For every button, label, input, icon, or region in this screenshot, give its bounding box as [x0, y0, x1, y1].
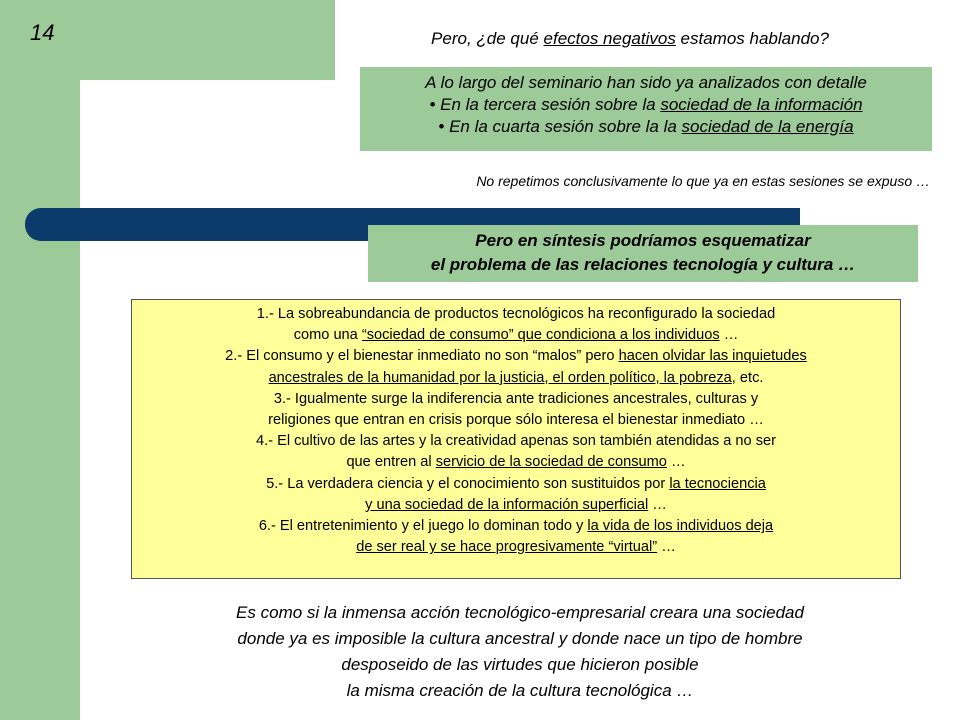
question-post: estamos hablando?: [675, 29, 829, 48]
point-5-line-2-underlined: y una sociedad de la información superficial: [365, 496, 649, 513]
closing-line-1: Es como si la inmensa acción tecnológico-empresarial creara una sociedad: [236, 603, 804, 622]
synthesis-line-1: Pero en síntesis podríamos esquematizar: [475, 231, 811, 250]
point-1-line-2-underlined: “sociedad de consumo” que condiciona a los individuos: [361, 327, 720, 344]
note-text: No repetimos conclusivamente lo que ya en estas sesiones se expuso …: [476, 173, 930, 189]
synthesis-box: [368, 225, 918, 282]
closing-line-2: donde ya es imposible la cultura ancestral y donde nace un tipo de hombre: [237, 629, 803, 648]
point-1-line-2-tail: …: [719, 327, 739, 344]
decor-green-left: [0, 0, 80, 720]
point-2-line-2-tail: , etc.: [731, 369, 764, 386]
sessions-line-1: A lo largo del seminario han sido ya analizados con detalle: [425, 73, 867, 92]
point-6-line-1-text: 6.- El entretenimiento y el juego lo dominan todo y: [258, 518, 588, 535]
sessions-line-2: [360, 94, 932, 116]
closing-paragraph: [80, 600, 960, 704]
point-6-line-1: [132, 516, 900, 537]
point-4-line-2-tail: …: [666, 454, 686, 471]
point-6-line-2: [132, 537, 900, 558]
point-3-line-1: 3.- Igualmente surge la indiferencia ante tradiciones ancestrales, culturas y: [273, 390, 759, 407]
point-4-line-2-text: que entren al: [346, 454, 436, 471]
point-2-line-2: [132, 368, 900, 389]
sessions-line-2-text: • En la tercera sesión sobre la: [429, 95, 661, 114]
point-6-line-2-underlined: de ser real y se hace progresivamente “virtual”: [356, 539, 658, 556]
slide-number: 14: [30, 20, 55, 45]
point-1-line-2: [132, 325, 900, 346]
point-4-line-1: 4.- El cultivo de las artes y la creatividad apenas son también atendidas a no ser: [256, 433, 776, 450]
point-4-line-2: [132, 452, 900, 473]
point-2-line-2-underlined: ancestrales de la humanidad por la justicia, el orden político, la pobreza: [268, 369, 732, 386]
point-5-line-2-tail: …: [648, 496, 667, 513]
question-heading: [330, 29, 930, 49]
sessions-line-2-underlined: sociedad de la información: [660, 95, 863, 114]
sessions-line-3-underlined: sociedad de la energía: [681, 117, 854, 136]
point-6-line-2-tail: …: [657, 539, 676, 556]
point-5-line-1-text: 5.- La verdadera ciencia y el conocimiento son sustituidos por: [266, 475, 670, 492]
sessions-line-3-text: • En la cuarta sesión sobre la la: [438, 117, 682, 136]
point-2-line-1-underlined: hacen olvidar las inquietudes: [618, 348, 807, 365]
question-pre: Pero, ¿de qué: [431, 29, 544, 48]
closing-line-4: la misma creación de la cultura tecnológica …: [346, 681, 694, 700]
point-6-line-1-underlined: la vida de los individuos deja: [587, 518, 774, 535]
point-1-line-2-text: como una: [293, 327, 362, 344]
question-underlined: efectos negativos: [543, 29, 676, 48]
point-5-line-1: [132, 474, 900, 495]
point-4-line-2-underlined: servicio de la sociedad de consumo: [435, 454, 667, 471]
synthesis-line-2: el problema de las relaciones tecnología y cultura …: [430, 255, 856, 274]
point-2-line-1: [132, 346, 900, 367]
point-1-line-1: 1.- La sobreabundancia de productos tecnológicos ha reconfigurado la sociedad: [256, 306, 776, 322]
decor-white-corner: [80, 80, 200, 200]
sessions-line-3: [360, 116, 932, 138]
point-5-line-1-underlined: la tecnociencia: [669, 475, 766, 492]
points-box: [131, 299, 901, 579]
closing-line-3: desposeido de las virtudes que hicieron posible: [341, 655, 699, 674]
sessions-box: [360, 67, 932, 151]
point-5-line-2: [132, 495, 900, 516]
point-3-line-2: religiones que entran en crisis porque sólo interesa el bienestar inmediato …: [268, 412, 764, 429]
point-2-line-1-text: 2.- El consumo y el bienestar inmediato no son “malos” pero: [225, 348, 619, 365]
